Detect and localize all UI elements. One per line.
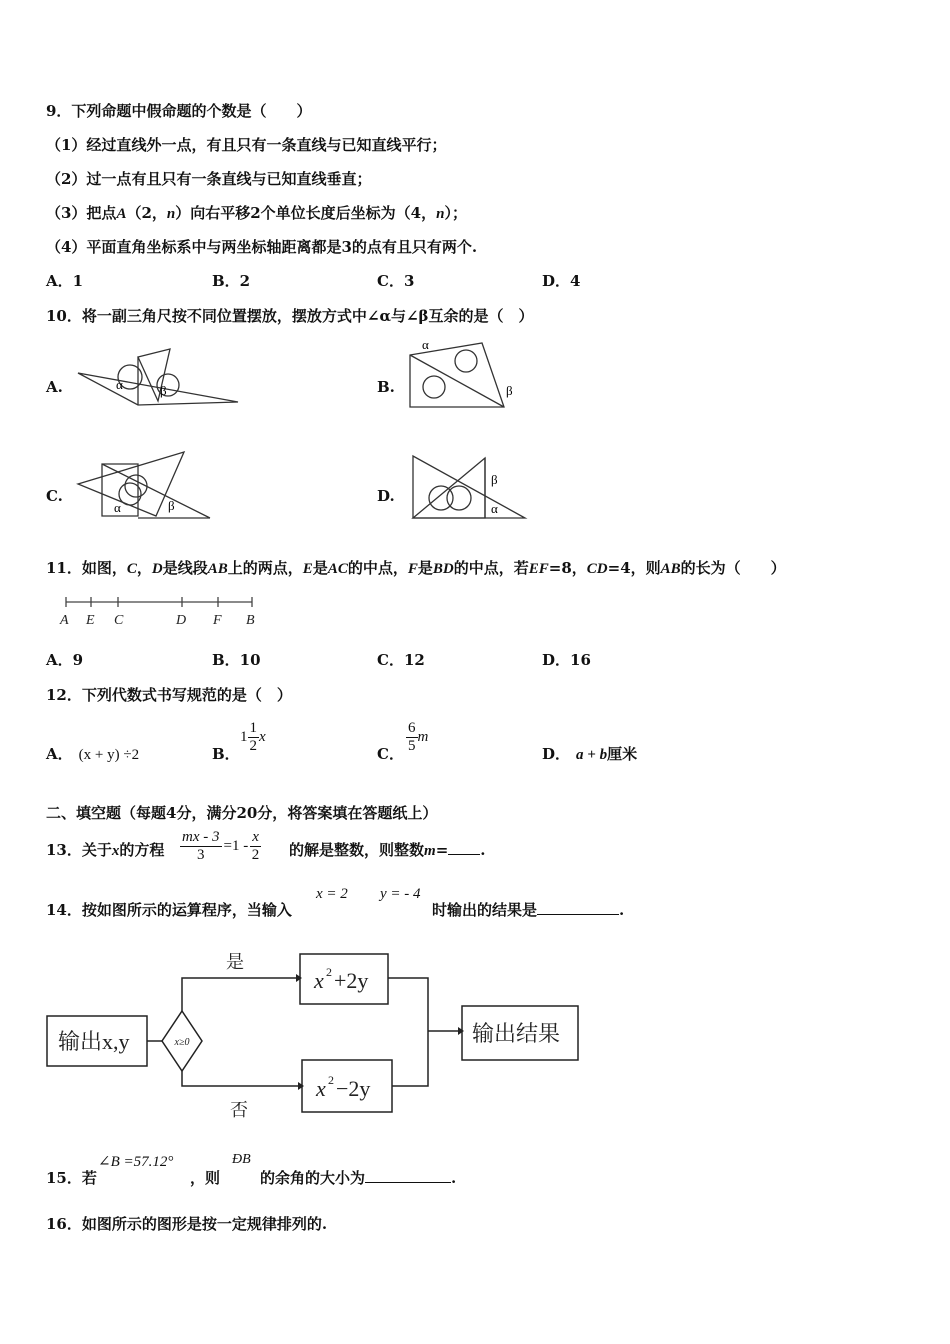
q14-x-value: x = 2 [316,886,348,902]
flow-bottom-expr-rest: −2y [336,1076,371,1101]
flow-top-expr-rest: +2y [334,968,369,993]
q10-a-alpha: α [116,377,123,392]
q10-label-d: D. [377,487,395,505]
q9-item-3: （3）把点A（2，n）向右平移2个单位长度后坐标为（4，n）； [46,204,467,222]
flow-bottom-expr-x: x [316,1076,326,1101]
q10-b-beta: β [506,383,513,398]
q12-option-d: D． a + b厘米 [542,745,638,763]
q15-suffix: 的余角的大小为 . [260,1169,457,1187]
q15-angle-value: ∠B =57.12° [98,1154,174,1170]
q15-answer-blank[interactable] [365,1182,451,1183]
q13-equation: $\frac{mx - 3}{3}$ =1 - $\frac{x}{2}$ [182,829,260,863]
q9-item-1: （1）经过直线外一点，有且只有一条直线与已知直线平行； [46,136,447,154]
q10-c-beta: β [168,498,175,513]
q11-option-c: C．12 [377,651,425,669]
section-2-heading: 二、填空题（每题4分，满分20分，将答案填在答题纸上） [46,804,438,822]
q12-option-b-label: B． [212,745,240,763]
q13-prefix: 13．关于x的方程 [46,841,165,859]
q14-suffix: 时输出的结果是 . [432,901,625,919]
q9-option-b: B．2 [212,272,251,290]
q11-point-e: E [86,613,95,628]
q10-figure-c [72,448,222,523]
flow-yes-label: 是 [226,952,244,972]
q15-prefix: 15．若 [46,1169,97,1187]
q11-segment-figure [56,592,276,632]
q14-y-value: y = - 4 [380,886,421,902]
q11-point-b: B [246,613,255,628]
q9-option-d: D．4 [542,272,581,290]
q9-stem: 9．下列命题中假命题的个数是（ ） [46,102,312,120]
q11-point-f: F [213,613,222,628]
flow-output-label: 输出结果 [472,1021,561,1046]
q11-option-d: D．16 [542,651,591,669]
q14-prefix: 14．按如图所示的运算程序，当输入 [46,901,292,919]
q12-option-a: A． (x + y) ÷2 [46,745,140,763]
q12-stem: 12．下列代数式书写规范的是（ ） [46,686,292,704]
flow-input-label: 输出x,y [58,1029,130,1054]
q10-d-beta: β [491,472,498,487]
flow-top-expr-sup: 2 [326,965,332,979]
q10-d-alpha: α [491,501,498,516]
q10-stem: 10．将一副三角尺按不同位置摆放，摆放方式中∠α与∠β互余的是（ ） [46,307,534,325]
q9-option-c: C．3 [377,272,415,290]
flow-top-expr-x: x [314,968,324,993]
q11-option-a: A．9 [46,651,84,669]
flow-bottom-expr-sup: 2 [328,1073,334,1087]
q10-b-alpha: α [422,337,429,352]
q15-angle-symbol: ÐB [232,1152,251,1167]
q10-figure-b [400,335,530,415]
q11-point-c: C [114,613,124,628]
q10-figure-a [70,345,250,410]
flow-no-label: 否 [230,1100,248,1120]
q14-flowchart [40,940,590,1130]
q10-figure-d [405,450,535,525]
q16-stem: 16．如图所示的图形是按一定规律排列的. [46,1215,328,1233]
q9-option-a: A．1 [46,272,84,290]
q14-answer-blank[interactable] [537,914,619,915]
q11-option-b: B．10 [212,651,261,669]
q9-item-4: （4）平面直角坐标系中与两坐标轴距离都是3的点有且只有两个. [46,238,478,256]
q10-label-a: A. [46,378,63,396]
q11-point-d: D [176,613,187,628]
q12-option-c-expr: $\frac{6}{5}$ m [408,720,429,754]
q11-stem: 11．如图，C，D是线段AB上的两点，E是AC的中点，F是BD的中点，若EF=8，CD=4，则AB的长为（ ） [46,559,786,577]
q12-option-c-label: C． [377,745,404,763]
q10-label-b: B. [377,378,395,396]
q15-then: ，则 [190,1169,221,1187]
q10-a-beta: β [160,383,167,398]
q13-suffix: 的解是整数，则整数m= . [289,841,486,859]
q9-item-2: （2）过一点有且只有一条直线与已知直线垂直； [46,170,372,188]
q12-option-b-expr: 1 $\frac{1}{2}$ x [240,720,266,754]
q10-c-alpha: α [114,500,121,515]
q13-answer-blank[interactable] [448,854,480,855]
q10-label-c: C. [46,487,63,505]
q11-point-a: A [60,613,69,628]
flow-condition: x≥0 [174,1037,190,1048]
